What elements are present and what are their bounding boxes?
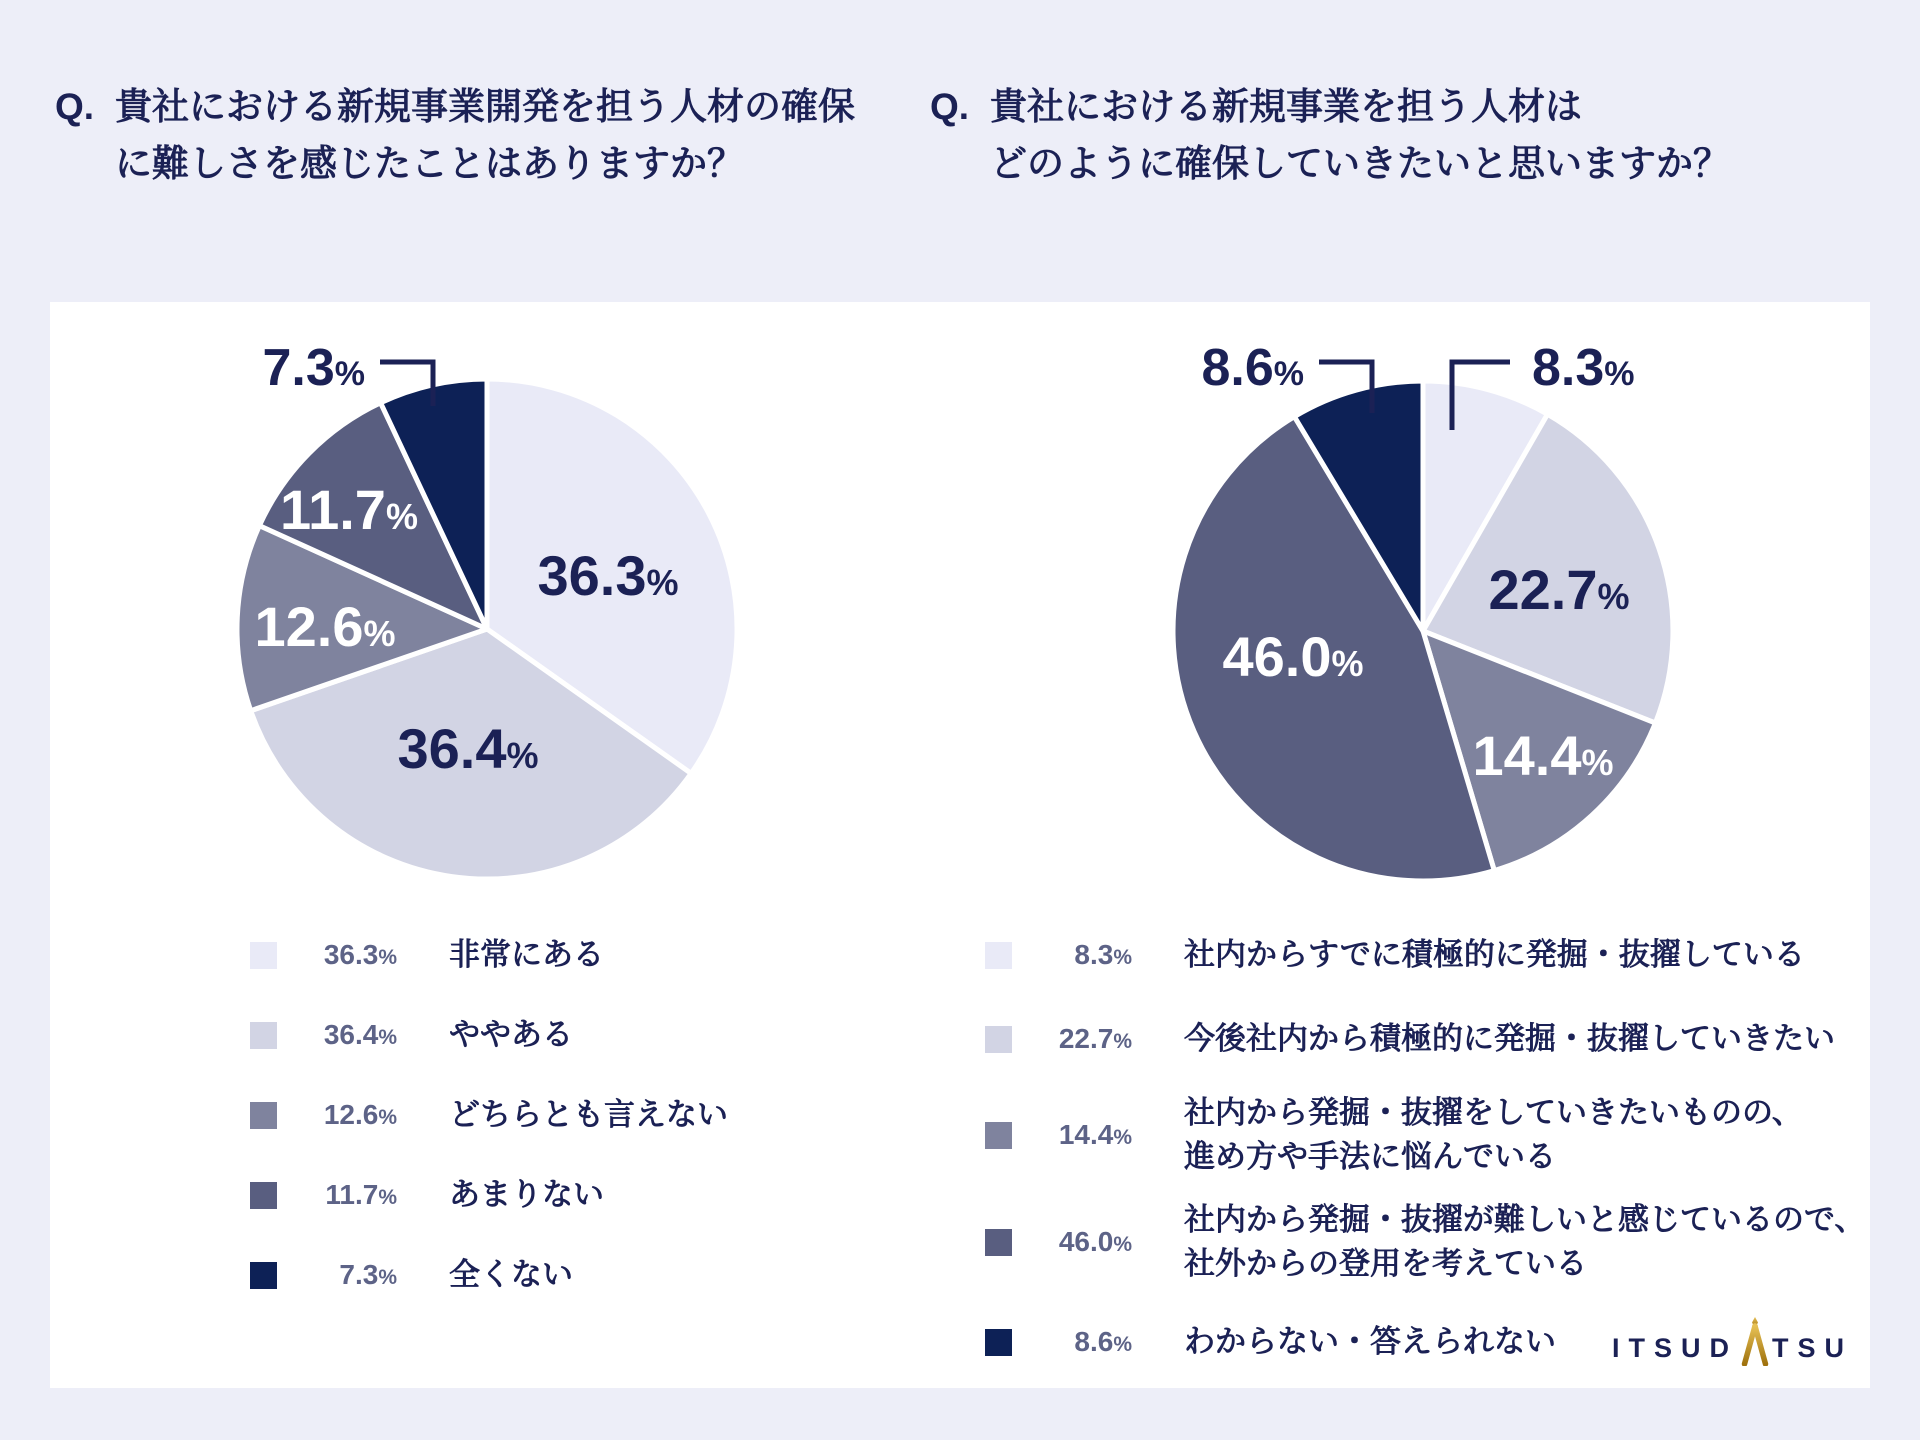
question-right-line2: どのように確保していきたいと思いますか？ [990, 143, 1730, 184]
legend-value: 12.6% [323, 1099, 397, 1130]
legend-label: 社内から発掘・抜擢が難しいと感じているので、 社外からの登用を考えている [1184, 1202, 1866, 1281]
pie-slice-value-label: 8.3% [1532, 339, 1635, 397]
question-right-prefix: Q. [930, 86, 970, 127]
legend-value: 8.6% [1074, 1326, 1132, 1357]
pie-chart-left [50, 302, 960, 1022]
question-left [55, 78, 855, 192]
legend-row [985, 1017, 1835, 1061]
question-left-text [115, 78, 855, 192]
pie-slice-value-label: 36.3% [537, 544, 679, 607]
question-right [930, 78, 1730, 192]
pie-slice-value-label: 14.4% [1472, 724, 1614, 787]
legend-swatch [985, 1229, 1012, 1256]
question-left-line2: に難しさを感じたことはありますか？ [115, 143, 744, 184]
legend-label: 今後社内から積極的に発掘・抜擢していきたい [1184, 1021, 1835, 1056]
legend-swatch [250, 1022, 277, 1049]
legend-row [985, 1320, 1556, 1364]
legend-label: 全くない [449, 1257, 573, 1292]
legend-label: ややある [449, 1017, 573, 1052]
legend-value: 8.3% [1074, 939, 1132, 970]
legend-row [250, 1173, 604, 1217]
question-left-prefix: Q. [55, 86, 95, 127]
legend-value: 36.3% [323, 939, 397, 970]
legend-label: 社内から発掘・抜擢をしていきたいものの、 進め方や手法に悩んでいる [1184, 1095, 1803, 1174]
logo-text-right: TSU [1772, 1333, 1853, 1363]
legend-swatch [985, 1329, 1012, 1356]
pie-slice-value-label: 8.6% [1201, 339, 1304, 397]
itsudatsu-logo [1612, 1316, 1853, 1364]
legend-value: 7.3% [339, 1259, 397, 1290]
pie-chart-right [960, 302, 1870, 1022]
logo-text-left: ITSUD [1612, 1333, 1738, 1363]
legend-value: 46.0% [1058, 1226, 1132, 1257]
pie-slice-value-label: 11.7% [280, 478, 418, 541]
pie-slice-value-label: 12.6% [254, 595, 396, 658]
pie-slice-value-label: 22.7% [1488, 558, 1630, 621]
legend-label: どちらとも言えない [449, 1097, 728, 1132]
question-right-text [990, 78, 1730, 192]
legend-swatch [985, 1122, 1012, 1149]
legend-row [985, 1091, 1803, 1179]
legend-swatch [250, 1102, 277, 1129]
legend-value: 22.7% [1058, 1023, 1132, 1054]
legend-swatch [250, 1262, 277, 1289]
question-left-line1: 貴社における新規事業開発を担う人材の確保 [115, 86, 855, 127]
legend-row [250, 1253, 573, 1297]
pie-slice-value-label: 7.3% [262, 339, 365, 397]
legend-value: 36.4% [323, 1019, 397, 1050]
compass-icon [1740, 1316, 1770, 1366]
legend-row [250, 1093, 728, 1137]
legend-value: 14.4% [1058, 1119, 1132, 1150]
legend-label: 社内からすでに積極的に発掘・抜擢している [1184, 937, 1805, 972]
legend-label: 非常にある [449, 937, 604, 972]
pie-slice-value-label: 46.0% [1222, 625, 1364, 688]
legend-swatch [985, 1026, 1012, 1053]
legend-label: わからない・答えられない [1184, 1324, 1556, 1359]
pie-slice-value-label: 36.4% [397, 717, 539, 780]
chart-panel [50, 302, 1870, 1388]
legend-label: あまりない [449, 1177, 604, 1212]
legend-swatch [250, 1182, 277, 1209]
question-right-line1: 貴社における新規事業を担う人材は [990, 86, 1582, 127]
legend-row [985, 1198, 1865, 1286]
legend-value: 11.7% [325, 1179, 397, 1210]
